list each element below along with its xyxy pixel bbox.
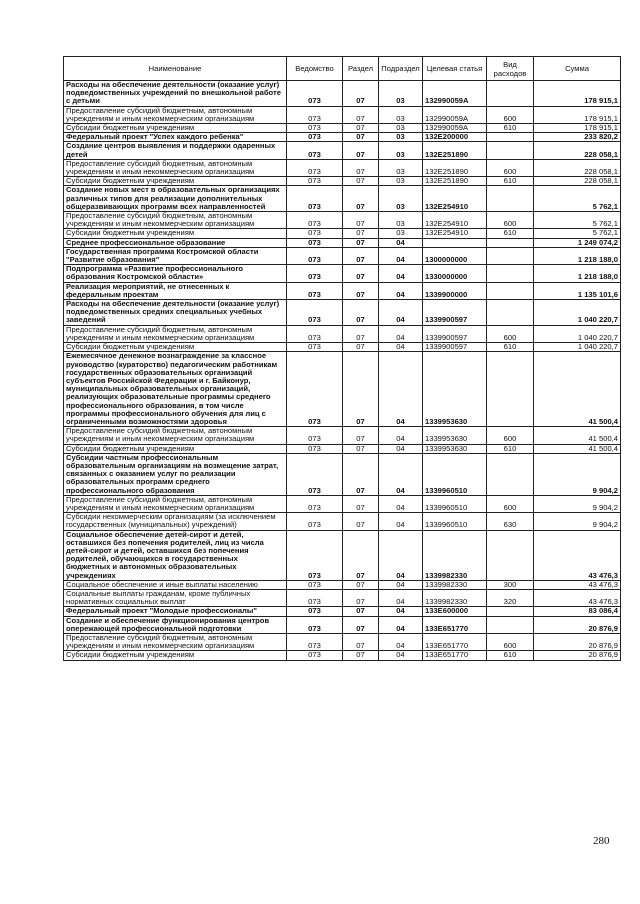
cell-subsection: 03 [379,106,423,123]
cell-name: Предоставление субсидий бюджетным, автономным учреждениям и иным некоммерческим организациям [64,495,287,512]
cell-target-article: 1339900000 [423,282,487,299]
cell-name: Создание и обеспечение функционирования центров опережающей профессиональной подготовки [64,616,287,633]
cell-name: Субсидии бюджетным учреждениям [64,177,287,186]
cell-subsection: 04 [379,325,423,342]
cell-subsection: 04 [379,427,423,444]
cell-department: 073 [287,159,343,176]
cell-department: 073 [287,453,343,495]
header-target-article: Целевая статья [423,57,487,81]
cell-subsection: 04 [379,651,423,660]
cell-department: 073 [287,186,343,212]
cell-amount: 43 476,3 [534,589,621,606]
cell-expense-type: 300 [487,580,534,589]
cell-name: Создание новых мест в образовательных организациях различных типов для реализации дополнительных общеразвивающих программ всех направленностей [64,186,287,212]
cell-expense-type: 600 [487,427,534,444]
cell-name: Создание центров выявления и поддержки одаренных детей [64,142,287,159]
cell-section: 07 [343,453,379,495]
cell-section: 07 [343,133,379,142]
cell-subsection: 03 [379,81,423,107]
cell-section: 07 [343,106,379,123]
cell-expense-type [487,81,534,107]
table-row [64,634,621,651]
cell-target-article: 132990059А [423,124,487,133]
cell-name: Федеральный проект "Молодые профессионалы" [64,607,287,616]
cell-department: 073 [287,265,343,282]
cell-department: 073 [287,282,343,299]
cell-amount: 9 904,2 [534,453,621,495]
cell-expense-type [487,530,534,580]
cell-expense-type: 600 [487,159,534,176]
cell-amount: 228 058,1 [534,142,621,159]
cell-expense-type [487,352,534,427]
cell-name: Расходы на обеспечение деятельности (оказание услуг) подведомственных учреждений по внешкольной работе с детьми [64,81,287,107]
cell-section: 07 [343,300,379,326]
cell-target-article: 132990059А [423,81,487,107]
cell-department: 073 [287,238,343,247]
cell-amount: 41 500,4 [534,444,621,453]
cell-expense-type [487,607,534,616]
header-name: Наименование [64,57,287,81]
cell-department: 073 [287,651,343,660]
cell-department: 073 [287,247,343,264]
cell-target-article: 1339960510 [423,495,487,512]
cell-name: Субсидии бюджетным учреждениям [64,651,287,660]
cell-target-article: 133E651770 [423,634,487,651]
cell-department: 073 [287,133,343,142]
cell-amount: 1 040 220,7 [534,343,621,352]
cell-department: 073 [287,212,343,229]
cell-expense-type [487,616,534,633]
table-row [64,265,621,282]
cell-expense-type: 600 [487,495,534,512]
cell-amount: 20 876,9 [534,634,621,651]
cell-name: Расходы на обеспечение деятельности (оказание услуг) подведомственных средних специальных учебных заведений [64,300,287,326]
cell-target-article: 1339960510 [423,453,487,495]
cell-subsection: 04 [379,616,423,633]
cell-name: Предоставление субсидий бюджетным, автономным учреждениям и иным некоммерческим организациям [64,159,287,176]
cell-target-article [423,238,487,247]
cell-section: 07 [343,247,379,264]
cell-amount: 1 040 220,7 [534,325,621,342]
table-row [64,300,621,326]
cell-name: Предоставление субсидий бюджетным, автономным учреждениям и иным некоммерческим организациям [64,106,287,123]
table-row [64,495,621,512]
table-row [64,651,621,660]
cell-name: Предоставление субсидий бюджетным, автономным учреждениям и иным некоммерческим организациям [64,325,287,342]
cell-department: 073 [287,300,343,326]
cell-section: 07 [343,607,379,616]
cell-target-article: 133E651770 [423,651,487,660]
cell-department: 073 [287,81,343,107]
cell-subsection: 04 [379,580,423,589]
table-row [64,427,621,444]
table-row [64,616,621,633]
cell-name: Ежемесячное денежное вознаграждение за классное руководство (кураторство) педагогическим работникам государственных образовательных организаций субъектов Российской Федерации и г. Байконур, муниципальных образовательных организаций, реализующих образовательные программы среднего профессионального образования, в том числе программы профессионального обучения для лиц с ограниченными возможностями здоровья [64,352,287,427]
cell-expense-type: 600 [487,634,534,651]
cell-section: 07 [343,325,379,342]
cell-target-article: 1339900597 [423,325,487,342]
cell-expense-type: 600 [487,106,534,123]
cell-subsection: 04 [379,300,423,326]
cell-subsection: 04 [379,444,423,453]
cell-amount: 5 762,1 [534,212,621,229]
table-row [64,444,621,453]
cell-expense-type [487,133,534,142]
cell-expense-type [487,300,534,326]
table-row [64,282,621,299]
cell-subsection: 03 [379,133,423,142]
table-row [64,186,621,212]
cell-department: 073 [287,229,343,238]
cell-amount: 9 904,2 [534,495,621,512]
cell-section: 07 [343,238,379,247]
cell-section: 07 [343,229,379,238]
cell-target-article: 133E651770 [423,616,487,633]
cell-expense-type: 630 [487,513,534,530]
table-row [64,212,621,229]
cell-subsection: 03 [379,186,423,212]
table-row [64,229,621,238]
cell-subsection: 04 [379,282,423,299]
cell-department: 073 [287,616,343,633]
cell-expense-type: 610 [487,229,534,238]
cell-amount: 178 915,1 [534,81,621,107]
cell-section: 07 [343,265,379,282]
cell-amount: 178 915,1 [534,124,621,133]
header-department: Ведомство [287,57,343,81]
table-row [64,530,621,580]
cell-expense-type [487,186,534,212]
cell-expense-type [487,453,534,495]
cell-name: Реализация мероприятий, не отнесенных к федеральным проектам [64,282,287,299]
table-row [64,607,621,616]
cell-department: 073 [287,124,343,133]
header-subsection: Подраздел [379,57,423,81]
cell-section: 07 [343,427,379,444]
cell-department: 073 [287,530,343,580]
cell-name: Субсидии некоммерческим организациям (за исключением государственных (муниципальных) учреждений) [64,513,287,530]
cell-section: 07 [343,212,379,229]
cell-target-article: 132E200000 [423,133,487,142]
header-expense-type: Вид расходов [487,57,534,81]
header-section: Раздел [343,57,379,81]
cell-department: 073 [287,513,343,530]
cell-target-article: 1339953630 [423,352,487,427]
header-row [64,57,621,81]
cell-section: 07 [343,634,379,651]
header-amount: Сумма [534,57,621,81]
cell-department: 073 [287,177,343,186]
cell-expense-type [487,282,534,299]
cell-subsection: 04 [379,589,423,606]
cell-section: 07 [343,186,379,212]
cell-target-article: 132E251890 [423,177,487,186]
cell-expense-type: 600 [487,325,534,342]
cell-department: 073 [287,106,343,123]
cell-target-article: 1339953630 [423,427,487,444]
cell-target-article: 1339960510 [423,513,487,530]
cell-target-article: 132E254910 [423,212,487,229]
cell-name: Среднее профессиональное образование [64,238,287,247]
cell-section: 07 [343,177,379,186]
cell-expense-type: 610 [487,343,534,352]
cell-name: Подпрограмма «Развитие профессионального образования Костромской области» [64,265,287,282]
cell-subsection: 04 [379,453,423,495]
cell-department: 073 [287,325,343,342]
cell-name: Предоставление субсидий бюджетным, автономным учреждениям и иным некоммерческим организациям [64,427,287,444]
cell-target-article: 1339953630 [423,444,487,453]
cell-amount: 228 058,1 [534,177,621,186]
cell-subsection: 03 [379,229,423,238]
cell-subsection: 04 [379,238,423,247]
cell-subsection: 04 [379,634,423,651]
cell-subsection: 03 [379,177,423,186]
cell-section: 07 [343,282,379,299]
cell-name: Социальное обеспечение и иные выплаты населению [64,580,287,589]
cell-amount: 5 762,1 [534,186,621,212]
cell-expense-type [487,142,534,159]
cell-department: 073 [287,427,343,444]
cell-department: 073 [287,343,343,352]
cell-subsection: 04 [379,530,423,580]
cell-subsection: 04 [379,495,423,512]
table-row [64,159,621,176]
cell-target-article: 1339900597 [423,343,487,352]
cell-amount: 1 218 188,0 [534,265,621,282]
cell-section: 07 [343,159,379,176]
cell-department: 073 [287,607,343,616]
cell-expense-type: 600 [487,212,534,229]
cell-name: Государственная программа Костромской области "Развитие образования" [64,247,287,264]
cell-amount: 1 135 101,6 [534,282,621,299]
cell-target-article: 1330000000 [423,265,487,282]
cell-section: 07 [343,589,379,606]
cell-section: 07 [343,444,379,453]
cell-amount: 41 500,4 [534,352,621,427]
cell-amount: 20 876,9 [534,616,621,633]
table-row [64,247,621,264]
cell-section: 07 [343,495,379,512]
cell-subsection: 04 [379,247,423,264]
table-row [64,325,621,342]
cell-subsection: 04 [379,343,423,352]
cell-department: 073 [287,580,343,589]
cell-expense-type: 610 [487,651,534,660]
cell-department: 073 [287,142,343,159]
cell-amount: 83 086,4 [534,607,621,616]
cell-expense-type: 610 [487,124,534,133]
table-row [64,142,621,159]
cell-amount: 228 058,1 [534,159,621,176]
cell-name: Предоставление субсидий бюджетным, автономным учреждениям и иным некоммерческим организациям [64,212,287,229]
cell-name: Федеральный проект "Успех каждого ребенка" [64,133,287,142]
budget-table [63,56,621,661]
cell-subsection: 04 [379,352,423,427]
table-row [64,81,621,107]
cell-target-article: 132E251890 [423,142,487,159]
cell-amount: 233 820,2 [534,133,621,142]
cell-section: 07 [343,343,379,352]
table-row [64,106,621,123]
cell-target-article: 1339900597 [423,300,487,326]
cell-expense-type [487,247,534,264]
cell-section: 07 [343,352,379,427]
cell-department: 073 [287,495,343,512]
cell-target-article: 132E254910 [423,186,487,212]
cell-name: Субсидии частным профессиональным образовательным организациям на возмещение затрат, связанных с оказанием услуг по реализации образовательных программ среднего профессионального образования [64,453,287,495]
cell-section: 07 [343,513,379,530]
cell-section: 07 [343,530,379,580]
cell-amount: 178 915,1 [534,106,621,123]
cell-expense-type [487,265,534,282]
cell-expense-type: 320 [487,589,534,606]
cell-section: 07 [343,616,379,633]
table-row [64,124,621,133]
cell-name: Социальное обеспечение детей-сирот и детей, оставшихся без попечения родителей, лиц из числа детей-сирот и детей, оставшихся без попечения родителей, обучающихся в государственных бюджетных и автономных образовательных учреждениях [64,530,287,580]
cell-department: 073 [287,589,343,606]
cell-subsection: 04 [379,265,423,282]
cell-amount: 20 876,9 [534,651,621,660]
cell-section: 07 [343,142,379,159]
cell-name: Субсидии бюджетным учреждениям [64,124,287,133]
cell-name: Социальные выплаты гражданам, кроме публичных нормативных социальных выплат [64,589,287,606]
cell-target-article: 1339982330 [423,589,487,606]
cell-target-article: 132E251890 [423,159,487,176]
cell-amount: 5 762,1 [534,229,621,238]
cell-department: 073 [287,444,343,453]
cell-amount: 1 218 188,0 [534,247,621,264]
cell-amount: 1 040 220,7 [534,300,621,326]
cell-expense-type: 610 [487,177,534,186]
cell-target-article: 1339982330 [423,530,487,580]
cell-target-article: 132990059А [423,106,487,123]
cell-amount: 43 476,3 [534,580,621,589]
cell-target-article: 1300000000 [423,247,487,264]
cell-name: Субсидии бюджетным учреждениям [64,343,287,352]
page-number: 280 [593,835,610,847]
cell-target-article: 133E600000 [423,607,487,616]
table-row [64,133,621,142]
cell-subsection: 04 [379,607,423,616]
table-row [64,453,621,495]
cell-amount: 1 249 074,2 [534,238,621,247]
cell-section: 07 [343,81,379,107]
cell-subsection: 03 [379,159,423,176]
cell-department: 073 [287,634,343,651]
cell-subsection: 03 [379,124,423,133]
cell-name: Субсидии бюджетным учреждениям [64,229,287,238]
table-row [64,580,621,589]
cell-amount: 9 904,2 [534,513,621,530]
cell-expense-type [487,238,534,247]
table-row [64,589,621,606]
cell-section: 07 [343,124,379,133]
table-row [64,177,621,186]
table-row [64,352,621,427]
cell-name: Субсидии бюджетным учреждениям [64,444,287,453]
table-body [64,81,621,661]
table-row [64,343,621,352]
cell-subsection: 04 [379,513,423,530]
cell-name: Предоставление субсидий бюджетным, автономным учреждениям и иным некоммерческим организациям [64,634,287,651]
cell-target-article: 1339982330 [423,580,487,589]
cell-subsection: 03 [379,212,423,229]
table-row [64,238,621,247]
cell-target-article: 132E254910 [423,229,487,238]
cell-department: 073 [287,352,343,427]
cell-section: 07 [343,580,379,589]
cell-amount: 43 476,3 [534,530,621,580]
cell-section: 07 [343,651,379,660]
cell-amount: 41 500,4 [534,427,621,444]
table-row [64,513,621,530]
cell-expense-type: 610 [487,444,534,453]
cell-subsection: 03 [379,142,423,159]
